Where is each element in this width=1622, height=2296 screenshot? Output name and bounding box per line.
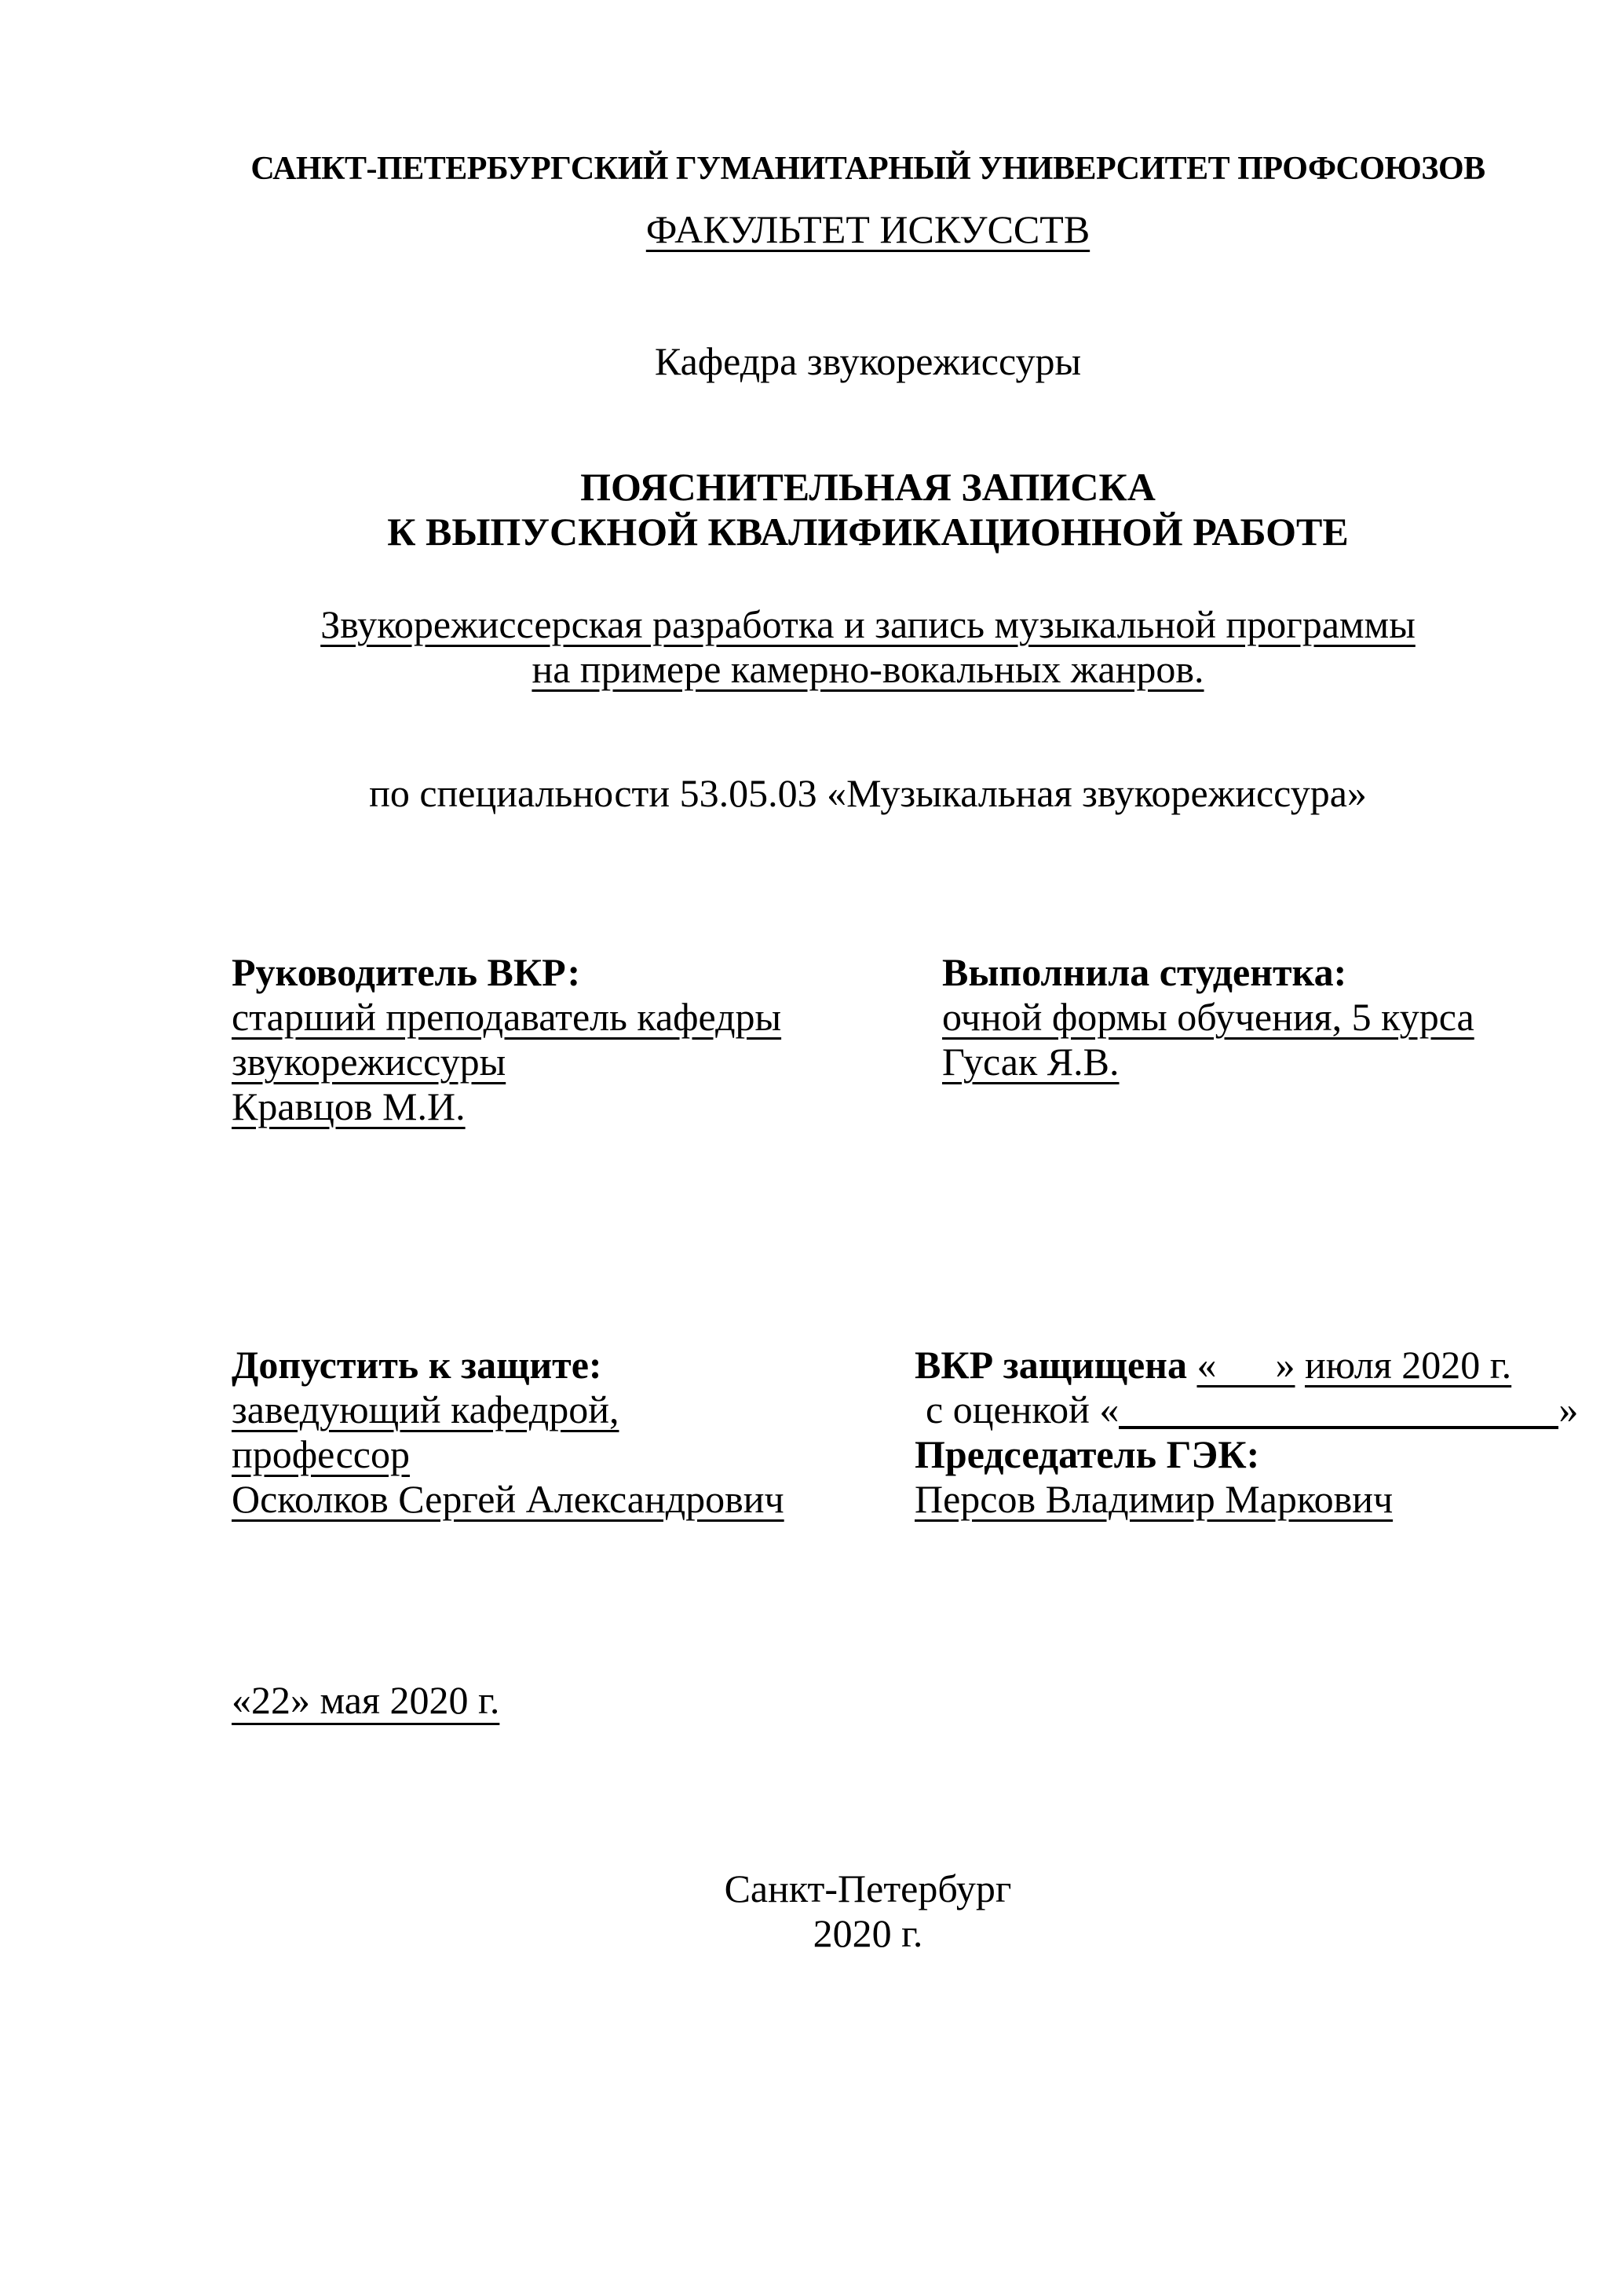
thesis-topic-line2 [232, 647, 1504, 692]
defense-date-blank: « » [1196, 1343, 1295, 1387]
chairman-name [915, 1477, 1578, 1522]
supervisor-block [232, 950, 942, 1129]
admission-position-line2 [232, 1432, 915, 1477]
defense-date-prefix: ВКР защищена [915, 1343, 1187, 1387]
admission-position-line2-text: профессор [232, 1432, 410, 1476]
student-name-text: Гусак Я.В. [942, 1040, 1120, 1084]
defense-block [915, 1343, 1578, 1522]
year-line: 2020 г. [813, 1911, 923, 1955]
document-title [232, 465, 1504, 554]
student-info-text: очной формы обучения, 5 курса [942, 995, 1474, 1039]
supervisor-name-text: Кравцов М.И. [232, 1084, 466, 1128]
admission-label: Допустить к защите: [232, 1343, 602, 1387]
defense-grade-prefix: с оценкой « [926, 1387, 1120, 1431]
admission-date-line [232, 1678, 1504, 1723]
signatures-section [232, 950, 1504, 1129]
admission-name [232, 1477, 915, 1522]
document-title-line1: ПОЯСНИТЕЛЬНАЯ ЗАПИСКА [580, 465, 1156, 509]
supervisor-position-line2 [232, 1040, 942, 1084]
document-title-line2: К ВЫПУСКНОЙ КВАЛИФИКАЦИОННОЙ РАБОТЕ [387, 510, 1349, 554]
grade-blank-line [1119, 1426, 1558, 1429]
approval-section [232, 1343, 1579, 1522]
department-name: Кафедра звукорежиссуры [654, 339, 1082, 383]
university-name: САНКТ-ПЕТЕРБУРГСКИЙ ГУМАНИТАРНЫЙ УНИВЕРСИТЕТ ПРОФСОЮЗОВ [250, 151, 1485, 187]
admission-position-line1 [232, 1387, 915, 1432]
defense-date-line [915, 1343, 1578, 1387]
supervisor-position-line1 [232, 995, 942, 1040]
supervisor-position-line1-text: старший преподаватель кафедры [232, 995, 782, 1039]
thesis-topic [232, 602, 1504, 692]
faculty-name [232, 207, 1504, 252]
city-year-block [232, 1866, 1504, 1956]
admission-date-text: «22» мая 2020 г. [232, 1678, 500, 1722]
faculty-name-text: ФАКУЛЬТЕТ ИСКУССТВ [645, 207, 1090, 251]
supervisor-position-line2-text: звукорежиссуры [232, 1040, 506, 1084]
thesis-topic-line2-text: на примере камерно-вокальных жанров. [532, 647, 1204, 691]
thesis-topic-line1-text: Звукорежиссерская разработка и запись музыкальной программы [320, 602, 1416, 646]
specialty-line: по специальности 53.05.03 «Музыкальная звукорежиссура» [369, 771, 1367, 815]
student-name [942, 1040, 1504, 1084]
admission-block [232, 1343, 915, 1522]
thesis-topic-line1 [232, 602, 1504, 647]
chairman-name-text: Персов Владимир Маркович [915, 1477, 1394, 1521]
defense-grade-line [915, 1387, 1578, 1432]
defense-grade-suffix: » [1558, 1387, 1579, 1431]
chairman-label: Председатель ГЭК: [915, 1432, 1260, 1476]
supervisor-label: Руководитель ВКР: [232, 950, 581, 994]
admission-position-line1-text: заведующий кафедрой, [232, 1387, 619, 1431]
student-label: Выполнила студентка: [942, 950, 1347, 994]
admission-name-text: Осколков Сергей Александрович [232, 1477, 784, 1521]
city-name: Санкт-Петербург [724, 1866, 1012, 1910]
defense-date-rest: июля 2020 г. [1304, 1343, 1512, 1387]
student-info [942, 995, 1504, 1040]
student-block [942, 950, 1504, 1084]
supervisor-name [232, 1084, 942, 1129]
